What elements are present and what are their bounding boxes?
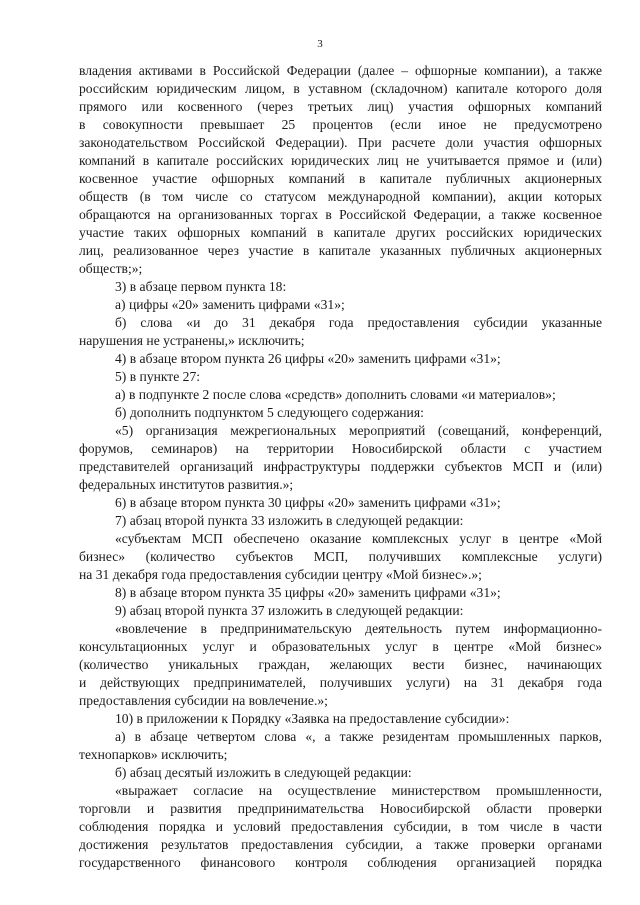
text-line: 6) в абзаце втором пункта 30 цифры «20» заменить цифрами «31»; [115, 495, 501, 510]
text-line: а) цифры «20» заменить цифрами «31»; [115, 297, 345, 312]
text-line: 3) в абзаце первом пункта 18: [115, 279, 287, 294]
page-number: 3 [317, 38, 323, 50]
text-line: участие таких офшорных компаний в капитале других российских юридических [79, 225, 602, 240]
text-line: соблюдения порядка и условий предоставления субсидии, в том числе в части [79, 819, 602, 834]
text-line: лиц, реализованное через участие в капитале указанных публичных акционерных [79, 243, 602, 258]
text-line: обществ;»; [79, 261, 143, 276]
text-line: государственного финансового контроля соблюдения организацией порядка [79, 855, 602, 870]
text-line: 4) в абзаце втором пункта 26 цифры «20» заменить цифрами «31»; [115, 351, 501, 366]
text-line: 9) абзац второй пункта 37 изложить в следующей редакции: [115, 603, 464, 618]
text-line: в совокупности превышает 25 процентов (если иное не предусмотрено [79, 117, 602, 132]
text-line: «вовлечение в предпринимательскую деятельность путем информационно- [115, 621, 602, 636]
text-line: б) слова «и до 31 декабря года предоставления субсидии указанные [115, 315, 602, 330]
text-line: «5) организация межрегиональных мероприятий (совещаний, конференций, [115, 423, 602, 438]
text-line: консультационных услуг и образовательных услуг в центре «Мой бизнес» [79, 639, 602, 654]
text-line: б) абзац десятый изложить в следующей редакции: [115, 765, 412, 780]
text-line: законодательством Российской Федерации). При расчете доли участия офшорных [79, 135, 602, 150]
text-line: торговли и развития предпринимательства Новосибирской области проверки [79, 801, 602, 816]
text-line: (количество уникальных граждан, желающих вести бизнес, начинающих [79, 657, 602, 672]
text-line: «выражает согласие на осуществление министерством промышленности, [115, 783, 602, 798]
text-line: бизнес» (количество субъектов МСП, получивших комплексные услуги) [79, 549, 602, 564]
text-line: прямого или косвенного (через третьих лиц) участия офшорных компаний [79, 99, 602, 114]
text-line: федеральных институтов развития.»; [79, 477, 294, 492]
text-line: достижения результатов предоставления субсидии, а также проверки органами [79, 837, 602, 852]
text-line: «субъектам МСП обеспечено оказание комплексных услуг в центре «Мой [115, 531, 602, 546]
text-line: форумов, семинаров) на территории Новосибирской области с участием [79, 441, 602, 456]
text-line: 5) в пункте 27: [115, 369, 201, 384]
text-line: обращаются на организованных торгах в Российской Федерации, а также косвенное [79, 207, 602, 222]
text-line: косвенное участие офшорных компаний в капитале публичных акционерных [79, 171, 602, 186]
text-line: российским юридическим лицом, в уставном (складочном) капитале которого доля [79, 81, 602, 96]
text-line: 8) в абзаце втором пункта 35 цифры «20» заменить цифрами «31»; [115, 585, 501, 600]
text-line: и действующих предпринимателей, получивших услуги) на 31 декабря года [79, 675, 602, 690]
document-body [79, 62, 602, 872]
text-line: технопарков» исключить; [79, 747, 228, 762]
text-line: б) дополнить подпунктом 5 следующего содержания: [115, 405, 424, 420]
text-line: а) в абзаце четвертом слова «, а также резидентам промышленных парков, [115, 729, 602, 744]
text-line: на 31 декабря года предоставления субсидии центру «Мой бизнес».»; [79, 567, 482, 582]
text-line: обществ (в том числе со статусом международной компании), акции которых [79, 189, 602, 204]
text-line: компаний в капитале российских юридических лиц не учитывается прямое и (или) [79, 153, 602, 168]
text-line: предоставления субсидии на вовлечение.»; [79, 693, 328, 708]
text-line: представителей организаций инфраструктуры поддержки субъектов МСП и (или) [79, 459, 602, 474]
text-line: нарушения не устранены,» исключить; [79, 333, 305, 348]
text-line: владения активами в Российской Федерации (далее – офшорные компании), а также [79, 63, 602, 78]
text-line: 7) абзац второй пункта 33 изложить в следующей редакции: [115, 513, 464, 528]
text-line: а) в подпункте 2 после слова «средств» дополнить словами «и материалов»; [115, 387, 556, 402]
text-line: 10) в приложении к Порядку «Заявка на предоставление субсидии»: [115, 711, 510, 726]
